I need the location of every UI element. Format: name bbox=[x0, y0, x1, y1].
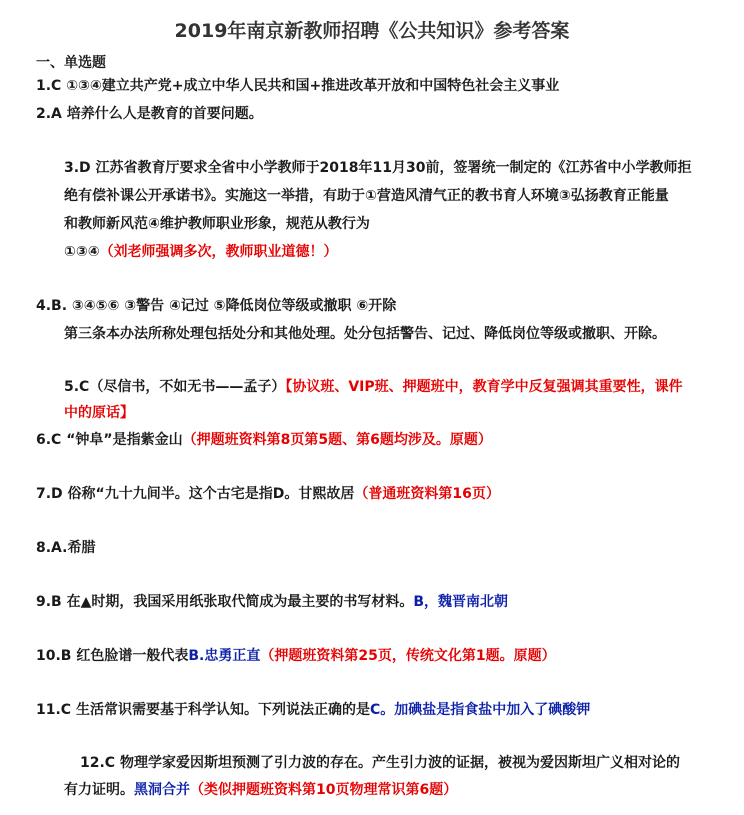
question-3-line-2: 绝有偿补课公开承诺书》。实施这一举措，有助于①营造风清气正的教书育人环境③弘扬教育正能量 bbox=[64, 188, 669, 204]
question-12-text: 有力证明。 bbox=[64, 782, 134, 798]
question-7-note: （普通班资料第16页） bbox=[354, 486, 500, 502]
question-12-line-2 bbox=[64, 780, 457, 800]
question-11-text: 11.C 生活常识需要基于科学认知。下列说法正确的是 bbox=[36, 702, 370, 718]
question-4-line-2: 第三条本办法所称处理包括处分和其他处理。处分包括警告、记过、降低岗位等级或撤职、开除。 bbox=[64, 326, 666, 342]
question-9 bbox=[36, 592, 508, 612]
question-5-text: 5.C（尽信书，不如无书——孟子） bbox=[64, 379, 286, 395]
question-12-line-1: 12.C 物理学家爱因斯坦预测了引力波的存在。产生引力波的证据，被视为爱因斯坦广义相对论的 bbox=[80, 755, 680, 771]
question-10-text: 10.B 红色脸谱一般代表 bbox=[36, 648, 189, 664]
question-1: 1.C ①③④建立共产党+成立中华人民共和国+推进改革开放和中国特色社会主义事业 bbox=[36, 78, 560, 94]
question-11-answer: C。加碘盐是指食盐中加入了碘酸钾 bbox=[369, 702, 591, 718]
question-3-line-3: 和教师新风范④维护教师职业形象，规范从教行为 bbox=[64, 216, 370, 232]
section-heading: 一、单选题 bbox=[36, 55, 106, 71]
question-10 bbox=[36, 646, 556, 666]
question-12-answer: 黑洞合并 bbox=[134, 782, 190, 798]
question-3-answer-line bbox=[64, 242, 338, 262]
question-7-text: 7.D 俗称“九十九间半。这个古宅是指D。甘熙故居 bbox=[36, 486, 355, 502]
question-12-note: （类似押题班资料第10页物理常识第6题） bbox=[190, 782, 458, 798]
question-3-note: （刘老师强调多次，教师职业道德！） bbox=[99, 244, 338, 260]
question-5-line-1 bbox=[64, 377, 683, 397]
question-10-answer: B.忠勇正直 bbox=[188, 648, 261, 664]
question-6-note: （押题班资料第8页第5题、第6题均涉及。原题） bbox=[182, 432, 492, 448]
question-7 bbox=[36, 484, 500, 504]
question-3-answer: ①③④ bbox=[64, 244, 100, 260]
question-9-answer: B，魏晋南北朝 bbox=[413, 594, 509, 610]
document-title: 2019年南京新教师招聘《公共知识》参考答案 bbox=[174, 20, 570, 42]
question-9-text: 9.B 在▲时期，我国采用纸张取代简成为最主要的书写材料。 bbox=[36, 594, 414, 610]
question-5-note: 【协议班、VIP班、押题班中，教育学中反复强调其重要性，课件 bbox=[285, 379, 683, 395]
question-5-note-cont: 中的原话】 bbox=[64, 405, 134, 421]
question-6 bbox=[36, 430, 492, 450]
question-3-line-1: 3.D 江苏省教育厅要求全省中小学教师于2018年11月30前，签署统一制定的《江苏省中小学教师拒 bbox=[64, 160, 692, 176]
question-4-line-1: 4.B. ③④⑤⑥ ③警告 ④记过 ⑤降低岗位等级或撤职 ⑥开除 bbox=[36, 298, 397, 314]
question-2: 2.A 培养什么人是教育的首要问题。 bbox=[36, 106, 263, 122]
question-8: 8.A.希腊 bbox=[36, 540, 96, 556]
question-11 bbox=[36, 700, 590, 720]
question-10-note: （押题班资料第25页，传统文化第1题。原题） bbox=[260, 648, 556, 664]
question-6-text: 6.C “钟阜”是指紫金山 bbox=[36, 432, 183, 448]
